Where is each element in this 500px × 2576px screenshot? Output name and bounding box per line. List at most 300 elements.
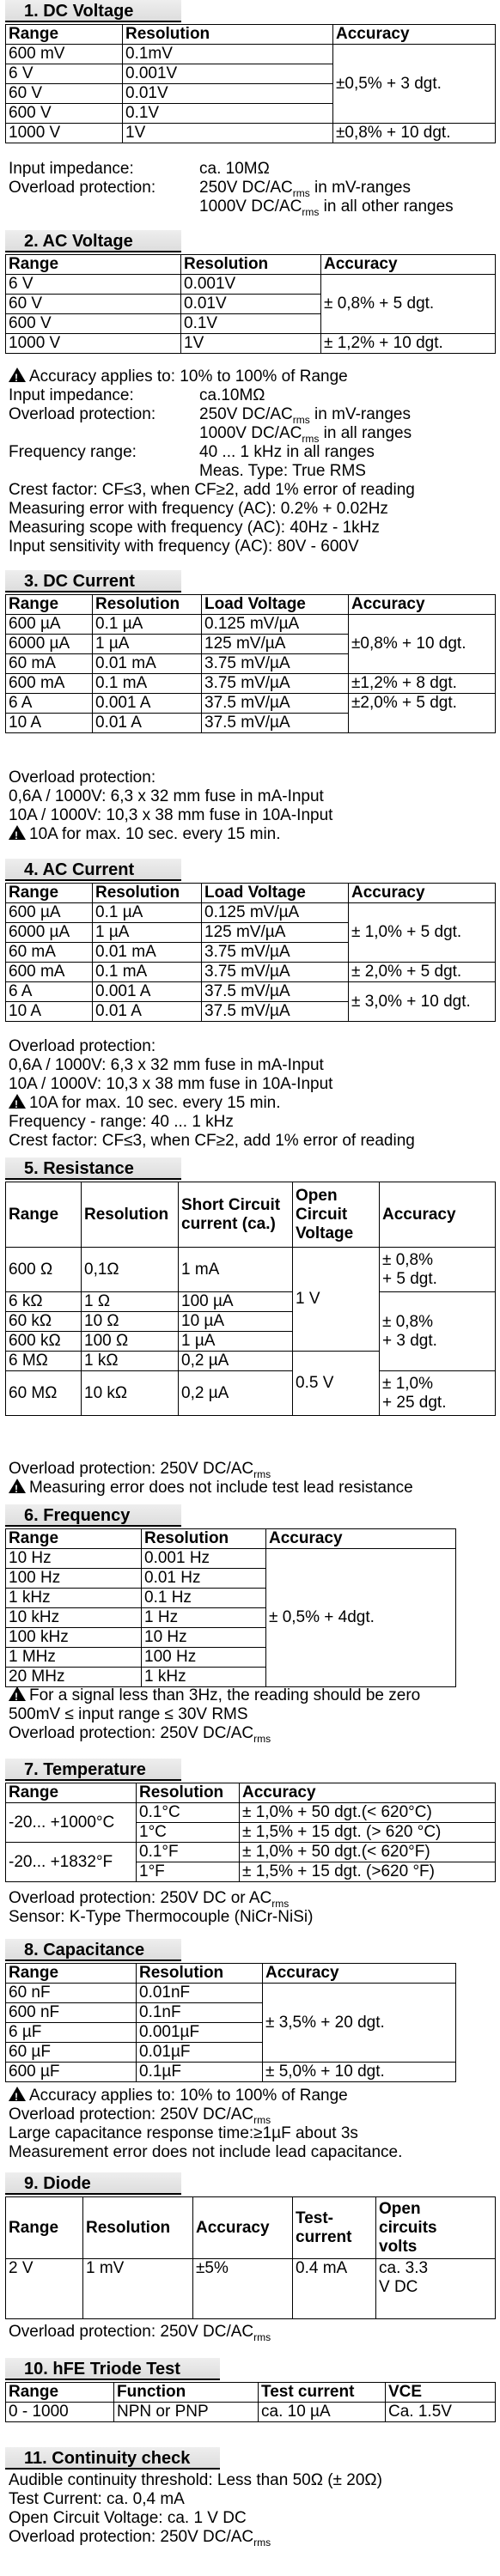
cell-resolution: 0.01 Hz (142, 1569, 266, 1589)
cell-range: 1 MHz (6, 1648, 142, 1668)
cell-range: 600 mV (6, 45, 123, 64)
cell-accuracy: ±1,2% + 8 dgt. (349, 674, 496, 694)
warning-line (9, 825, 281, 843)
text-line: Measuring error with frequency (AC): 0.2% + 0.02Hz (9, 500, 388, 518)
accuracy-line: ± 0,8% (382, 1312, 434, 1331)
header-test-current (293, 2197, 376, 2259)
text-line: 0,6A / 1000V: 6,3 x 32 mm fuse in mA-Input (9, 787, 324, 805)
header-range: Range (6, 1964, 137, 1984)
table-header-row (6, 884, 496, 903)
cell-range: 60 V (6, 295, 181, 314)
note-sub: rms (302, 205, 320, 218)
section-title-continuity: 11. Continuity check (5, 2447, 220, 2470)
cell-resolution: 0.1 mA (93, 963, 202, 982)
table-row (6, 124, 496, 143)
cell-resolution: 1°C (137, 1823, 240, 1843)
header-range: Range (6, 25, 123, 45)
text-line: Crest factor: CF≤3, when CF≥2, add 1% error of reading (9, 1132, 415, 1150)
header-range: Range (6, 1783, 137, 1803)
cell-resolution: 0.001 A (93, 694, 202, 714)
table-row (6, 674, 496, 694)
warning-text: Measuring error does not include test lead resistance (29, 1479, 413, 1497)
cell-vce: Ca. 1.5V (386, 2403, 496, 2422)
cell-resolution: 0.01nF (137, 1984, 263, 2003)
text-line (9, 1724, 271, 1748)
note-sub: rms (292, 413, 310, 426)
warning-icon (9, 1686, 26, 1701)
cell-short-circuit: 0,2 µA (179, 1352, 293, 1371)
cell-range: 6 V (6, 64, 123, 84)
cell-range: 600 µA (6, 615, 93, 635)
overload-sub: rms (253, 2330, 271, 2343)
overload-text: Overload protection: 250V DC or AC (9, 1889, 272, 1907)
overload-text: Overload protection: 250V DC/AC (9, 1460, 254, 1478)
text-line: 500mV ≤ input range ≤ 30V RMS (9, 1705, 248, 1723)
table-row (6, 1803, 496, 1823)
cell-resolution: 0.1nF (137, 2003, 263, 2023)
text-line: Measuring scope with frequency (AC): 40Hz - 1kHz (9, 519, 380, 537)
note-value: ca.10MΩ (199, 386, 265, 404)
table-row (6, 982, 496, 1002)
cell-load-voltage: 3.75 mV/µA (202, 943, 349, 963)
cell-load-voltage: 0.125 mV/µA (202, 615, 349, 635)
table-row (6, 1549, 456, 1569)
table-header-row (6, 2383, 496, 2403)
cell-resolution: 1 µA (93, 635, 202, 654)
ac-current-table (5, 883, 496, 1022)
header-test-current: Test current (259, 2383, 386, 2403)
cell-resolution: 0.01 A (93, 714, 202, 733)
text-line (9, 2323, 271, 2347)
cell-resolution: 0.1V (123, 104, 333, 124)
text-line: Audible continuity threshold: Less than 50Ω (± 20Ω) (9, 2471, 382, 2489)
header-resolution: Resolution (93, 595, 202, 615)
section-title-resistance: 5. Resistance (5, 1157, 181, 1180)
cell-accuracy: ± 1,5% + 15 dgt. (> 620 °C) (240, 1823, 496, 1843)
cell-accuracy: ± 0,5% + 4dgt. (266, 1549, 456, 1687)
text-line: 0,6A / 1000V: 6,3 x 32 mm fuse in mA-Input (9, 1056, 324, 1074)
cell-range: 6000 µA (6, 635, 93, 654)
header-accuracy: Accuracy (263, 1964, 456, 1984)
cell-resolution: 0.001 Hz (142, 1549, 266, 1569)
cell-range: 6 A (6, 694, 93, 714)
cell-range: -20... +1000°C (6, 1803, 137, 1843)
cell-accuracy: ± 2,0% + 5 dgt. (349, 963, 496, 982)
warning-line (9, 2087, 348, 2105)
header-range: Range (6, 1182, 82, 1248)
cell-resolution: 10 Ω (82, 1312, 179, 1332)
cell-short-circuit: 0,2 µA (179, 1371, 293, 1416)
header-range: Range (6, 884, 93, 903)
cell-resolution: 1 kΩ (82, 1352, 179, 1371)
table-header-row (6, 255, 496, 275)
table-row (6, 1371, 496, 1416)
header-short-circuit (179, 1182, 293, 1248)
cell-range: 10 A (6, 1002, 93, 1022)
diode-table (5, 2196, 496, 2319)
text-line (9, 2528, 271, 2552)
note-label: Input impedance: (9, 386, 134, 404)
text-line: Overload protection: (9, 769, 156, 787)
cell-resolution: 100 Ω (82, 1332, 179, 1352)
cell-resolution: 0.001µF (137, 2023, 263, 2043)
cell-resolution: 0.01 mA (93, 943, 202, 963)
header-range: Range (6, 2383, 114, 2403)
table-row (6, 694, 496, 714)
note-line (9, 160, 270, 178)
cell-resolution: 1 kHz (142, 1668, 266, 1687)
warning-icon (9, 825, 26, 840)
cell-accuracy: ±0,5% + 3 dgt. (333, 45, 496, 124)
cell-line: V DC (379, 2278, 418, 2296)
section-title-diode: 9. Diode (5, 2172, 181, 2195)
cell-open-circuit: 1 V (293, 1248, 380, 1352)
cell-range: 6 A (6, 982, 93, 1002)
header-range: Range (6, 1529, 142, 1549)
cell-accuracy (380, 1248, 496, 1292)
header-range: Range (6, 2197, 83, 2259)
overload-sub: rms (253, 1732, 271, 1745)
cell-open-circuit (376, 2259, 496, 2319)
overload-text: Overload protection: 250V DC/AC (9, 2105, 254, 2123)
cell-resolution: 0.1µF (137, 2063, 263, 2082)
cell-resolution: 1 µA (93, 923, 202, 943)
cell-resolution: 0.1 Hz (142, 1589, 266, 1608)
text-line: 10A / 1000V: 10,3 x 38 mm fuse in 10A-Input (9, 1075, 333, 1093)
hfe-table (5, 2382, 496, 2422)
warning-text: 10A for max. 10 sec. every 15 min. (29, 825, 281, 843)
cell-resolution: 0.1 µA (93, 615, 202, 635)
accuracy-line: ± 1,0% (382, 1374, 434, 1393)
cell-resolution: 0,1Ω (82, 1248, 179, 1292)
accuracy-line: ± 0,8% (382, 1250, 434, 1269)
cell-test-current: 0.4 mA (293, 2259, 376, 2319)
header-accuracy: Accuracy (193, 2197, 293, 2259)
cell-range: 20 MHz (6, 1668, 142, 1687)
text-line: Open Circuit Voltage: ca. 1 V DC (9, 2509, 247, 2527)
cell-accuracy (380, 1292, 496, 1371)
cell-resolution: 10 kΩ (82, 1371, 179, 1416)
cell-range: 6000 µA (6, 923, 93, 943)
cell-open-circuit: 0.5 V (293, 1352, 380, 1416)
header-accuracy: Accuracy (240, 1783, 496, 1803)
warning-icon (9, 1094, 26, 1109)
note-value: 250V DC/AC (199, 405, 293, 423)
note-after: in mV-ranges (309, 405, 412, 423)
table-row (6, 1292, 496, 1312)
cell-accuracy (380, 1371, 496, 1416)
cell-range: 600 mA (6, 963, 93, 982)
overload-text: Overload protection: 250V DC/AC (9, 2528, 254, 2546)
cell-range: 6 MΩ (6, 1352, 82, 1371)
header-resolution: Resolution (123, 25, 333, 45)
header-line: volts (379, 2237, 418, 2256)
cell-range: 600 nF (6, 2003, 137, 2023)
cell-resolution: 0.001V (123, 64, 333, 84)
section-title-ac-current: 4. AC Current (5, 859, 181, 881)
cell-range: 60 µF (6, 2043, 137, 2063)
cell-load-voltage: 37.5 mV/µA (202, 982, 349, 1002)
cell-range: 1000 V (6, 334, 181, 354)
cell-resolution: 0.1 mA (93, 674, 202, 694)
cell-load-voltage: 37.5 mV/µA (202, 1002, 349, 1022)
warning-text: 10A for max. 10 sec. every 15 min. (29, 1094, 281, 1112)
cell-range: -20... +1832°F (6, 1843, 137, 1882)
cell-resolution: 0.1°F (137, 1843, 240, 1862)
warning-icon (9, 368, 26, 382)
text-line: Sensor: K-Type Thermocouple (NiCr-NiSi) (9, 1908, 314, 1926)
text-line: Large capacitance response time:≥1µF about 3s (9, 2124, 358, 2142)
table-row (6, 2403, 496, 2422)
note-sub: rms (302, 432, 320, 445)
cell-range: 600 µF (6, 2063, 137, 2082)
cell-range: 100 kHz (6, 1628, 142, 1648)
note-line (9, 443, 375, 461)
cell-range: 10 kHz (6, 1608, 142, 1628)
accuracy-line: + 5 dgt. (382, 1269, 437, 1288)
header-range: Range (6, 595, 93, 615)
text-line: Test Current: ca. 0,4 mA (9, 2490, 185, 2508)
header-resolution: Resolution (137, 1964, 263, 1984)
text-line: Crest factor: CF≤3, when CF≥2, add 1% error of reading (9, 481, 415, 499)
note-label: Overload protection: (9, 405, 156, 423)
header-accuracy: Accuracy (349, 884, 496, 903)
cell-range: 100 Hz (6, 1569, 142, 1589)
text-line: Overload protection: (9, 1037, 156, 1055)
header-line: Circuit (296, 1205, 348, 1224)
warning-line (9, 1479, 413, 1497)
section-title-ac-voltage: 2. AC Voltage (5, 230, 181, 252)
table-header-row (6, 25, 496, 45)
cell-accuracy: ± 1,2% + 10 dgt. (321, 334, 496, 354)
cell-range: 6 V (6, 275, 181, 295)
table-header-row (6, 1529, 456, 1549)
cell-short-circuit: 100 µA (179, 1292, 293, 1312)
table-row (6, 903, 496, 923)
header-range: Range (6, 255, 181, 275)
cell-resolution: 0.001 A (93, 982, 202, 1002)
cell-resolution: 1V (123, 124, 333, 143)
cell-short-circuit: 10 µA (179, 1312, 293, 1332)
note-value: 1000V DC/AC (199, 424, 302, 442)
warning-line (9, 368, 348, 386)
section-title-hfe: 10. hFE Triode Test (5, 2358, 220, 2380)
cell-range: 6 kΩ (6, 1292, 82, 1312)
warning-icon (9, 2087, 26, 2101)
cell-accuracy: ± 5,0% + 10 dgt. (263, 2063, 456, 2082)
cell-resolution: 0.01µF (137, 2043, 263, 2063)
section-title-temperature: 7. Temperature (5, 1759, 181, 1781)
cell-range: 1000 V (6, 124, 123, 143)
cell-range: 2 V (6, 2259, 83, 2319)
cell-range: 60 mA (6, 654, 93, 674)
overload-sub: rms (253, 1467, 271, 1480)
note-value: 1000V DC/AC (199, 197, 302, 216)
cell-range: 600 V (6, 314, 181, 334)
cell-resolution: 0.001V (181, 275, 321, 295)
cell-load-voltage: 3.75 mV/µA (202, 674, 349, 694)
section-title-dc-voltage: 1. DC Voltage (5, 0, 181, 22)
header-accuracy: Accuracy (333, 25, 496, 45)
cell-load-voltage: 125 mV/µA (202, 923, 349, 943)
warning-text: For a signal less than 3Hz, the reading should be zero (29, 1686, 421, 1704)
cell-function: NPN or PNP (114, 2403, 259, 2422)
text-line: Measurement error does not include lead capacitance. (9, 2143, 403, 2161)
header-line: Open (379, 2199, 421, 2218)
cell-accuracy: ±5% (193, 2259, 293, 2319)
cell-line: ca. 3.3 (379, 2259, 429, 2277)
cell-accuracy: ± 1,0% + 50 dgt.(< 620°C) (240, 1803, 496, 1823)
dc-current-table (5, 594, 496, 733)
cell-resolution: 0.01 A (93, 1002, 202, 1022)
cell-accuracy: ±0,8% + 10 dgt. (333, 124, 496, 143)
cell-resolution: 0.01V (181, 295, 321, 314)
warning-line (9, 1686, 420, 1704)
cell-resolution: 0.01 mA (93, 654, 202, 674)
resistance-table (5, 1182, 496, 1416)
cell-resolution: 10 Hz (142, 1628, 266, 1648)
cell-range: 10 Hz (6, 1549, 142, 1569)
warning-text: Accuracy applies to: 10% to 100% of Range (29, 2087, 348, 2105)
overload-text: Overload protection: 250V DC/AC (9, 2323, 254, 2341)
cell-range: 60 nF (6, 1984, 137, 2003)
note-label: Overload protection: (9, 179, 156, 197)
dc-voltage-table (5, 24, 496, 143)
overload-sub: rms (253, 2536, 271, 2549)
table-row (6, 275, 496, 295)
header-open-circuit (376, 2197, 496, 2259)
cell-range: 600 µA (6, 903, 93, 923)
warning-text: Accuracy applies to: 10% to 100% of Range (29, 368, 348, 386)
cell-range: 0 - 1000 (6, 2403, 114, 2422)
table-header-row (6, 595, 496, 615)
cell-resolution: 0.01V (123, 84, 333, 104)
note-sub: rms (292, 186, 310, 199)
header-load-voltage: Load Voltage (202, 884, 349, 903)
header-resolution: Resolution (181, 255, 321, 275)
section-title-dc-current: 3. DC Current (5, 570, 181, 592)
text-line: 10A / 1000V: 10,3 x 38 mm fuse in 10A-Input (9, 806, 333, 824)
header-accuracy: Accuracy (321, 255, 496, 275)
cell-load-voltage: 37.5 mV/µA (202, 694, 349, 714)
header-line: current (296, 2227, 352, 2246)
header-vce: VCE (386, 2383, 496, 2403)
table-row (6, 1984, 456, 2003)
section-title-capacitance: 8. Capacitance (5, 1939, 181, 1961)
header-load-voltage: Load Voltage (202, 595, 349, 615)
cell-resolution: 0.1 µA (93, 903, 202, 923)
cell-range: 600 V (6, 104, 123, 124)
header-line: Voltage (296, 1224, 354, 1242)
cell-accuracy: ±0,8% + 10 dgt. (349, 615, 496, 674)
note-label: Frequency range: (9, 443, 137, 461)
header-function: Function (114, 2383, 259, 2403)
cell-accuracy: ±2,0% + 5 dgt. (349, 694, 496, 733)
temperature-table (5, 1783, 496, 1882)
note-after: in mV-ranges (309, 179, 412, 197)
warning-line (9, 1094, 281, 1112)
cell-accuracy: ± 3,0% + 10 dgt. (349, 982, 496, 1022)
header-open-circuit (293, 1182, 380, 1248)
note-line (9, 462, 366, 480)
cell-accuracy: ± 1,0% + 50 dgt.(< 620°F) (240, 1843, 496, 1862)
overload-text: Overload protection: 250V DC/AC (9, 1724, 254, 1742)
warning-icon (9, 1479, 26, 1493)
note-value: ca. 10MΩ (199, 160, 270, 178)
note-value: Meas. Type: True RMS (199, 462, 366, 480)
cell-range: 60 kΩ (6, 1312, 82, 1332)
cell-accuracy: ± 0,8% + 5 dgt. (321, 275, 496, 334)
note-after: in all other ranges (319, 197, 454, 216)
header-accuracy: Accuracy (349, 595, 496, 615)
cell-resolution: 1 mV (83, 2259, 193, 2319)
cell-accuracy: ± 1,5% + 15 dgt. (>620 °F) (240, 1862, 496, 1882)
header-line: circuits (379, 2218, 437, 2237)
cell-range: 6 µF (6, 2023, 137, 2043)
cell-load-voltage: 37.5 mV/µA (202, 714, 349, 733)
cell-accuracy: ± 1,0% + 5 dgt. (349, 903, 496, 963)
frequency-table (5, 1528, 456, 1687)
cell-resolution: 0.1V (181, 314, 321, 334)
note-value: 40 ... 1 kHz in all ranges (199, 443, 375, 461)
overload-sub: rms (271, 1897, 290, 1910)
cell-test-current: ca. 10 µA (259, 2403, 386, 2422)
cell-load-voltage: 3.75 mV/µA (202, 963, 349, 982)
header-line: current (ca.) (181, 1214, 276, 1233)
cell-accuracy: ± 3,5% + 20 dgt. (263, 1984, 456, 2063)
cell-short-circuit: 1 µA (179, 1332, 293, 1352)
cell-range: 600 Ω (6, 1248, 82, 1292)
table-header-row (6, 1783, 496, 1803)
cell-load-voltage: 3.75 mV/µA (202, 654, 349, 674)
cell-resolution: 1°F (137, 1862, 240, 1882)
cell-range: 60 V (6, 84, 123, 104)
header-resolution: Resolution (93, 884, 202, 903)
cell-range: 10 A (6, 714, 93, 733)
table-row (6, 1248, 496, 1292)
cell-range: 600 kΩ (6, 1332, 82, 1352)
overload-sub: rms (253, 2113, 271, 2126)
cell-resolution: 0.1mV (123, 45, 333, 64)
accuracy-line: + 3 dgt. (382, 1331, 437, 1350)
header-line: Open (296, 1186, 338, 1205)
note-after: in all ranges (319, 424, 412, 442)
cell-range: 60 mA (6, 943, 93, 963)
header-resolution: Resolution (137, 1783, 240, 1803)
cell-range: 600 mA (6, 674, 93, 694)
cell-resolution: 0.1°C (137, 1803, 240, 1823)
header-line: Test- (296, 2208, 333, 2227)
capacitance-table (5, 1963, 456, 2082)
cell-load-voltage: 0.125 mV/µA (202, 903, 349, 923)
table-header-row (6, 1182, 496, 1248)
cell-load-voltage: 125 mV/µA (202, 635, 349, 654)
cell-resolution: 1 Hz (142, 1608, 266, 1628)
table-header-row (6, 1964, 456, 1984)
header-line: Short Circuit (181, 1195, 281, 1214)
section-title-frequency: 6. Frequency (5, 1504, 181, 1527)
cell-range: 1 kHz (6, 1589, 142, 1608)
header-accuracy: Accuracy (266, 1529, 456, 1549)
note-value: 250V DC/AC (199, 179, 293, 197)
table-header-row (6, 2197, 496, 2259)
table-row (6, 45, 496, 64)
note-line (9, 386, 265, 404)
cell-resolution: 1V (181, 334, 321, 354)
table-row (6, 615, 496, 635)
accuracy-line: + 25 dgt. (382, 1393, 447, 1412)
cell-resolution: 1 Ω (82, 1292, 179, 1312)
